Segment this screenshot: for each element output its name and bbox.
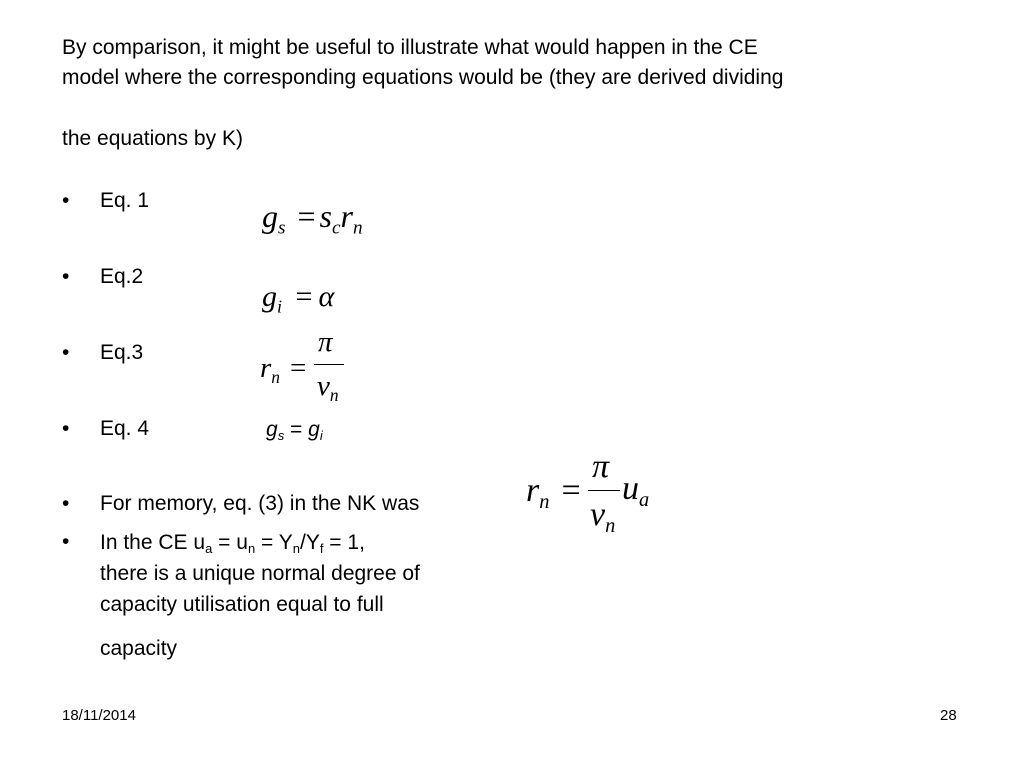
bullet-dot: •: [62, 492, 70, 515]
bullet-dot: •: [62, 341, 70, 364]
intro-paragraph: [62, 33, 982, 93]
fraction-denominator: $v_n$: [317, 370, 339, 406]
ce-line-3: capacity utilisation equal to full: [100, 593, 384, 616]
equation-4: $g_s = g_i$: [266, 418, 323, 443]
fraction-numerator: π: [318, 326, 333, 358]
bullet-label: Eq. 1: [100, 189, 150, 212]
footer-date: 18/11/2014: [62, 707, 136, 724]
ce-line-1: In the CE $u_a = u_n = Y_n/Y_f = 1$,: [100, 531, 365, 556]
equation-1: $g_s = s_cr_n$: [262, 198, 363, 239]
ce-line-4: capacity: [100, 637, 178, 660]
intro-line-1: By comparison, it might be useful to illustrate what would happen in the CE: [62, 36, 758, 59]
equation-2: $g_i = \alpha$: [262, 280, 335, 317]
intro-line-3: the equations by K): [62, 127, 243, 150]
ce-line-2: there is a unique normal degree of: [100, 562, 420, 585]
bullet-label: Eq.3: [100, 341, 144, 364]
page-number: 28: [940, 707, 957, 724]
bullet-label: For memory, eq. (3) in the NK was: [100, 492, 420, 515]
fraction-numerator: π: [592, 448, 610, 485]
intro-line-2: model where the corresponding equations would be (they are derived dividing: [62, 66, 784, 89]
bullet-dot: •: [62, 189, 70, 212]
slide: By comparison, it might be useful to illustrate what would happen in the CE model where the corresponding equations would be (they are derived dividing the equations by K) • Eq. 1 $g_s = s_cr_n$ • Eq.2 $g_i = \alpha$ • Eq.3 $r_n$ = π $v_n$ • Eq. 4 $g_s = g_i$ • For memory, eq. (3) in the NK was $r_n$ = π $v_n$ $u_a$ • In the CE $u_a = u_n = Y_n/Y_f = 1$, there is a unique normal degree of capacity utilisation equal to full capacity 18/11/2014 28: [0, 0, 1024, 768]
bullet-label: Eq. 4: [100, 417, 150, 440]
utilisation-term: $u_a$: [622, 470, 650, 512]
fraction-denominator: $v_n$: [590, 496, 616, 538]
bullet-dot: •: [62, 530, 70, 553]
ce-bullet-text: [100, 527, 420, 664]
bullet-dot: •: [62, 417, 70, 440]
fraction-bar: [588, 490, 620, 491]
bullet-label: Eq.2: [100, 265, 144, 288]
fraction-bar: [314, 364, 344, 365]
bullet-dot: •: [62, 265, 70, 288]
